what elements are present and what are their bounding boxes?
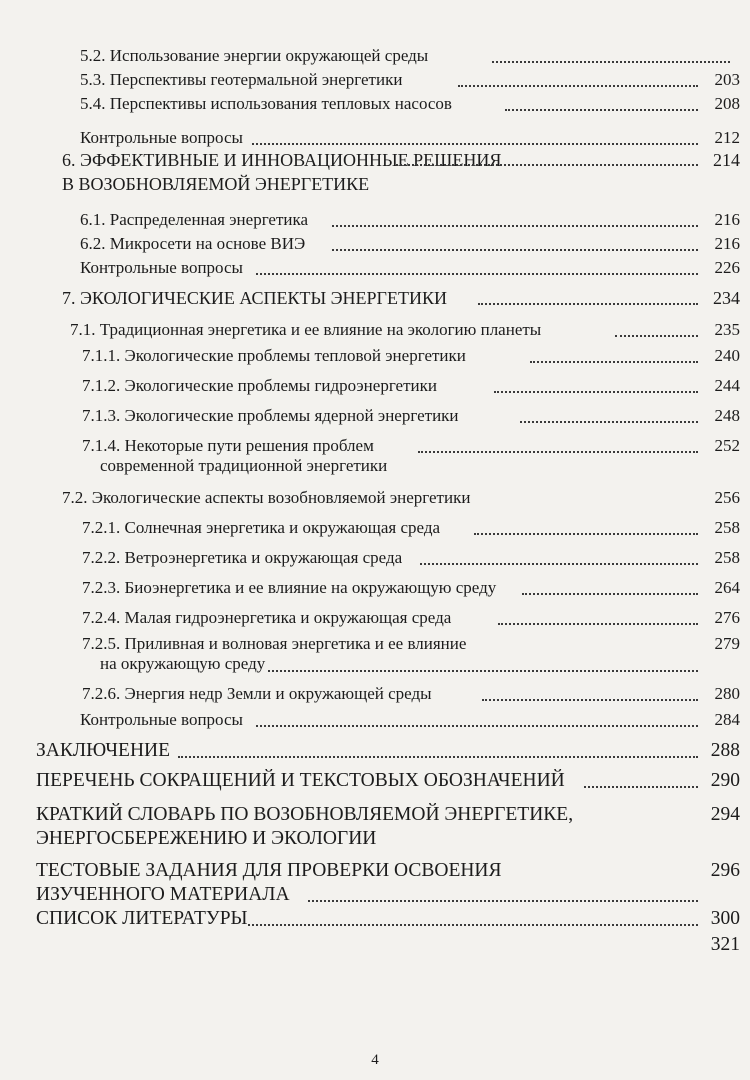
toc-entry-title-line2: на окружающую среду (100, 654, 266, 673)
toc-entry-title-line2: современной традиционной энергетики (100, 456, 388, 475)
toc-entry (80, 234, 740, 258)
toc-entry-page: 212 (714, 128, 740, 147)
toc-entry-title: 7.1.4. Некоторые пути решения проблем (82, 436, 374, 455)
toc-entry-title: 6.1. Распределенная энергетика (80, 210, 309, 229)
dot-leader (178, 756, 698, 758)
toc-entry (82, 634, 740, 684)
toc-entry-page: 234 (713, 288, 740, 308)
dot-leader (492, 61, 730, 63)
toc-entry-title: 7.2. Экологические аспекты возобновляемой энергетики (62, 488, 471, 507)
dot-leader (615, 335, 698, 337)
toc-entry (80, 94, 740, 118)
dot-leader (420, 563, 698, 565)
toc-entry (82, 518, 740, 542)
toc-entry-title: 6. ЭФФЕКТИВНЫЕ И ИННОВАЦИОННЫЕ РЕШЕНИЯ (62, 150, 502, 170)
toc-entry-page: 216 (714, 210, 740, 229)
toc-entry (80, 46, 740, 70)
toc-entry-page: 226 (714, 258, 740, 277)
toc-entry-page: 252 (714, 436, 740, 455)
toc-entry-page: 208 (714, 94, 740, 113)
toc-entry-title: 7.2.1. Солнечная энергетика и окружающая среда (82, 518, 441, 537)
toc-entry-title: 5.3. Перспективы геотермальной энергетики (80, 70, 403, 89)
toc-entry-page: 214 (713, 150, 740, 170)
dot-leader (478, 303, 698, 305)
toc-entry (36, 804, 740, 860)
toc-entry (82, 608, 740, 632)
dot-leader (308, 900, 698, 902)
toc-entry-title-line2: ЭНЕРГОСБЕРЕЖЕНИЮ И ЭКОЛОГИИ (36, 828, 377, 849)
dot-leader (256, 725, 698, 727)
toc-entry (80, 70, 740, 94)
toc-entry-page: 248 (714, 406, 740, 425)
toc-entry-page: 294 (710, 804, 740, 825)
dot-leader (256, 273, 698, 275)
toc-entry (70, 320, 740, 344)
toc-entry-page: 280 (714, 684, 740, 703)
toc-entry-page: 258 (714, 548, 740, 567)
toc-entry-title: 7.2.6. Энергия недр Земли и окружающей среды (82, 684, 432, 703)
toc-entry-title-line2: ИЗУЧЕННОГО МАТЕРИАЛА (36, 884, 290, 905)
toc-entry (62, 150, 740, 202)
toc-entry-title: 6.2. Микросети на основе ВИЭ (80, 234, 306, 253)
toc-entry (80, 128, 740, 152)
toc-entry-page: 290 (710, 770, 740, 791)
dot-leader (520, 421, 698, 423)
dot-leader (418, 451, 698, 453)
toc-entry-title: 7.2.5. Приливная и волновая энергетика и ее влияние (82, 634, 467, 653)
toc-entry (82, 578, 740, 602)
toc-entry-title: ЗАКЛЮЧЕНИЕ (36, 740, 171, 761)
toc-entry-page: 279 (714, 634, 740, 653)
toc-entry (82, 548, 740, 572)
toc-entry-title: 7. ЭКОЛОГИЧЕСКИЕ АСПЕКТЫ ЭНЕРГЕТИКИ (62, 288, 447, 308)
toc-entry (62, 488, 740, 512)
dot-leader (522, 593, 698, 595)
toc-entry-page: 256 (714, 488, 740, 507)
dot-leader (584, 786, 698, 788)
toc-entry-page: 288 (710, 740, 740, 761)
toc-entry-page: 276 (714, 608, 740, 627)
toc-entry-page: 284 (714, 710, 740, 729)
toc-entry-title: 5.4. Перспективы использования тепловых насосов (80, 94, 452, 113)
toc-entry (36, 934, 740, 960)
dot-leader (482, 699, 698, 701)
toc-entry (80, 258, 740, 282)
dot-leader (332, 249, 698, 251)
toc-entry (82, 436, 740, 486)
toc-entry-title: 5.2. Использование энергии окружающей среды (80, 46, 429, 65)
toc-entry-page: 216 (714, 234, 740, 253)
toc-entry-page: 235 (714, 320, 740, 339)
toc-entry (82, 376, 740, 400)
toc-entry-title: 7.1.3. Экологические проблемы ядерной энергетики (82, 406, 459, 425)
toc-entry-title: 7.1.2. Экологические проблемы гидроэнергетики (82, 376, 437, 395)
toc-entry (36, 740, 740, 766)
toc-entry (80, 710, 740, 734)
dot-leader (498, 623, 698, 625)
page-number: 4 (371, 1052, 379, 1068)
dot-leader (494, 391, 698, 393)
toc-entry-title: 7.2.2. Ветроэнергетика и окружающая среда (82, 548, 403, 567)
toc-entry-title: 7.1.1. Экологические проблемы тепловой энергетики (82, 346, 466, 365)
toc-entry-page: 296 (710, 860, 740, 881)
toc-entry (36, 908, 740, 934)
toc-entry (82, 406, 740, 430)
toc-entry (80, 210, 740, 234)
toc-entry-page: 258 (714, 518, 740, 537)
dot-leader (474, 533, 698, 535)
toc-entry-title: КРАТКИЙ СЛОВАРЬ ПО ВОЗОБНОВЛЯЕМОЙ ЭНЕРГЕТИКЕ, (36, 804, 574, 825)
toc-entry-title: СПИСОК ЛИТЕРАТУРЫ (36, 908, 248, 929)
dot-leader (505, 109, 698, 111)
toc-entry-page: 264 (714, 578, 740, 597)
dot-leader (252, 143, 698, 145)
toc-entry-page: 300 (710, 908, 740, 929)
toc-entry-page: 240 (714, 346, 740, 365)
dot-leader (458, 85, 698, 87)
dot-leader (248, 924, 698, 926)
toc-entry (82, 684, 740, 708)
dot-leader (332, 225, 698, 227)
toc-entry (36, 770, 740, 796)
toc-entry-page: 244 (714, 376, 740, 395)
toc-entry-page: 321 (710, 934, 740, 955)
toc-entry (82, 346, 740, 370)
toc-entry-title: ПЕРЕЧЕНЬ СОКРАЩЕНИЙ И ТЕКСТОВЫХ ОБОЗНАЧЕНИЙ (36, 770, 565, 791)
toc-entry-title: Контрольные вопросы (80, 128, 243, 147)
toc-entry-page: 203 (714, 70, 740, 89)
toc-entry-title: 7.2.4. Малая гидроэнергетика и окружающая среда (82, 608, 452, 627)
dot-leader (268, 670, 698, 672)
toc-entry-title: 7.1. Традиционная энергетика и ее влияние на экологию планеты (70, 320, 542, 339)
toc-entry (62, 288, 740, 312)
toc-entry-title-line2: В ВОЗОБНОВЛЯЕМОЙ ЭНЕРГЕТИКЕ (62, 174, 370, 194)
toc-entry-title: Контрольные вопросы (80, 710, 243, 729)
dot-leader (396, 164, 698, 166)
toc-entry-title: ТЕСТОВЫЕ ЗАДАНИЯ ДЛЯ ПРОВЕРКИ ОСВОЕНИЯ (36, 860, 502, 881)
toc-entry-title: 7.2.3. Биоэнергетика и ее влияние на окружающую среду (82, 578, 497, 597)
dot-leader (530, 361, 698, 363)
toc-entry-title: Контрольные вопросы (80, 258, 243, 277)
